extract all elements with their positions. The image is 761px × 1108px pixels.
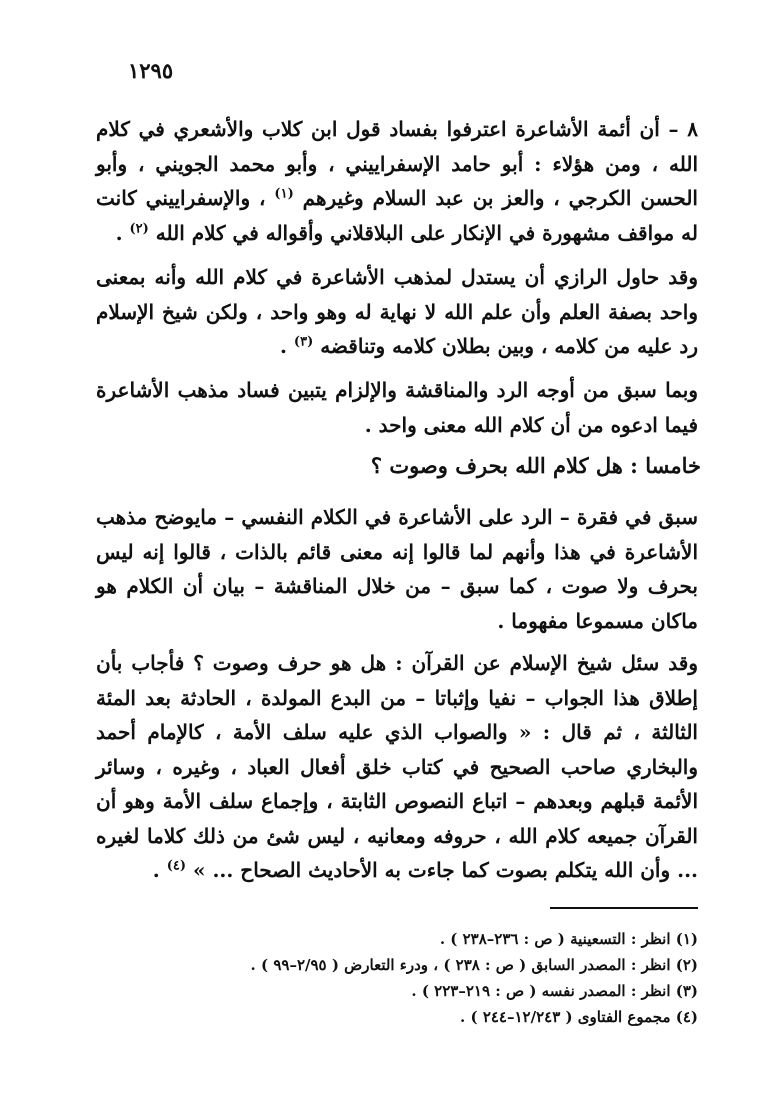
paragraph-2 [96, 260, 698, 364]
paragraph-3 [96, 373, 698, 442]
footnote-ref-3: (٣) [293, 334, 314, 350]
paragraph-4-text: سبق في فقرة – الرد على الأشاعرة في الكلام النفسي – مايوضح مذهب الأشاعرة في هذا وأنهم لما قالوا إنه معنى قائم بالذات ، قالوا إنه ليس بحرف ولا صوت ، كما سبق – من خلال المناقشة – بيان أن الكلام هو ماكان مسموعا مفهوما . [96, 505, 699, 633]
footnote-separator [550, 907, 698, 909]
paragraph-2-tail: . [279, 334, 287, 358]
page-number: ١٢٩٥ [128, 58, 174, 83]
footnote-item: (٢) انظر : المصدر السابق ( ص : ٢٣٨ ) ، ودرء التعارض ( ٢/٩٥–٩٩ ) . [250, 956, 698, 974]
paragraph-5 [96, 646, 698, 888]
footnotes-list [178, 926, 698, 1030]
footnote-ref-4: (٤) [166, 858, 187, 874]
section-heading: خامسا : هل كلام الله بحرف وصوت ؟ [370, 453, 701, 478]
footnote-ref-2: (٢) [129, 220, 149, 236]
paragraph-2-text: وقد حاول الرازي أن يستدل لمذهب الأشاعرة في كلام الله وأنه بمعنى واحد بصفة العلم وأن علم الله لا نهاية له وهو واحد ، ولكن شيخ الإسلام رد عليه من كلامه ، وبين بطلان كلامه وتناقضه [96, 265, 698, 358]
footnote-item: (٤) مجموع الفتاوى ( ١٢/٢٤٣–٢٤٤ ) . [460, 1008, 698, 1026]
footnote-item: (١) انظر : التسعينية ( ص : ٢٣٦–٢٣٨ ) . [439, 930, 698, 948]
paragraph-1-text: ٨ – أن أئمة الأشاعرة اعترفوا بفساد قول ابن كلاب والأشعري في كلام الله ، ومن هؤلاء : أبو حامد الإسفراييني ، وأبو محمد الجويني ، وأبو الحسن الكرجي ، والعز بن عبد السلام وغيرهم [96, 117, 698, 210]
footnote-ref-1: (١) [274, 186, 294, 202]
paragraph-3-text: وبما سبق من أوجه الرد والمناقشة والإلزام يتبين فساد مذهب الأشاعرة فيما ادعوه من أن كلام الله معنى واحد . [96, 378, 698, 437]
footnote-item: (٣) انظر : المصدر نفسه ( ص : ٢١٩–٢٢٣ ) . [411, 982, 698, 1000]
paragraph-4 [96, 500, 698, 638]
paragraph-1-tail: . [115, 220, 123, 245]
paragraph-1-text-continued: ، والإسفراييني كانت له مواقف مشهورة في الإنكار على البلاقلاني وأقواله في كلام الله [96, 186, 698, 245]
paragraph-1 [96, 112, 698, 250]
paragraph-5-text: وقد سئل شيخ الإسلام عن القرآن : هل هو حرف وصوت ؟ فأجاب بأن إطلاق هذا الجواب – نفيا وإثباتا – من البدع المولدة ، الحادثة بعد المئة الثالثة ، ثم قال : « والصواب الذي عليه سلف الأمة ، كالإمام أحمد والبخاري صاحب الصحيح في كتاب خلق أفعال العباد ، وغيره ، وسائر الأئمة قبلهم وبعدهم – اتباع النصوص الثابتة ، وإجماع سلف الأمة وهو أن القرآن جميعه كلام الله ، حروفه ومعانيه ، ليس شئ من ذلك كلاما لغيره ... وأن الله يتكلم بصوت كما جاءت به الأحاديث الصحاح ... » [96, 651, 698, 882]
paragraph-5-tail: . [152, 858, 160, 882]
